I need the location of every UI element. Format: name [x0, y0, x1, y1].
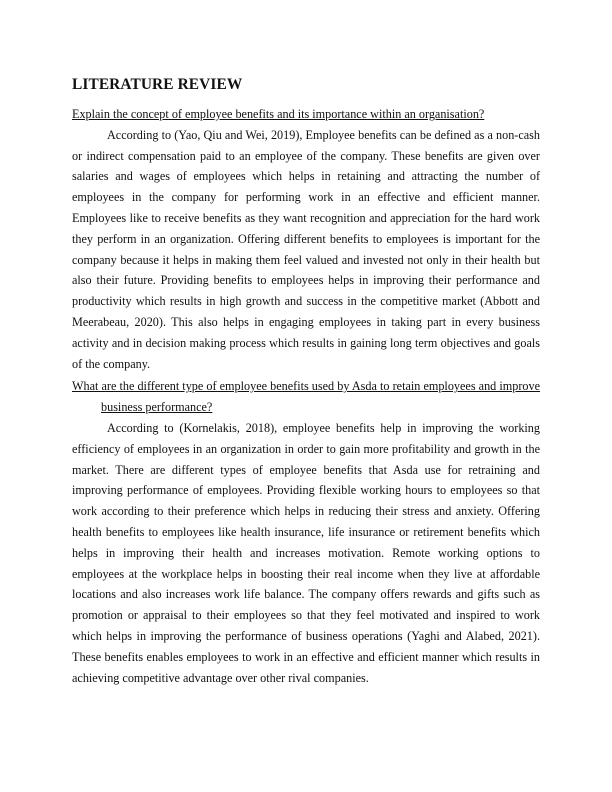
section-question-2: What are the different type of employee benefits used by Asda to retain employees and improve business performance?	[72, 379, 540, 415]
section-paragraph-1: According to (Yao, Qiu and Wei, 2019), Employee benefits can be defined as a non-cash or indirect compensation paid to an employee of the company. These benefits are given over salaries and wages of employees which helps in retaining and attracting the number of employees in the company for performing work in an effective and efficient manner. Employees like to receive benefits as they want recognition and appreciation for the hard work they perform in an organization. Offering different benefits to employees is important for the company because it helps in making them feel valued and invested not only in their health but also their future. Providing benefits to employees helps in improving their performance and productivity which results in high growth and success in the competitive market (Abbott and Meerabeau, 2020). This also helps in engaging employees in taking part in every business activity and in decision making process which results in gaining long term objectives and goals of the company.	[72, 127, 540, 371]
section-paragraph-2: According to (Kornelakis, 2018), employee benefits help in improving the working efficiency of employees in an organization in order to gain more profitability and growth in the market. There are different types of employee benefits that Asda use for retraining and improving performance of employees. Providing flexible working hours to employees so that work according to their preference which helps in reducing their stress and anxiety. Offering health benefits to employees like health insurance, life insurance or retirement benefits which helps in improving their health and increases motivation. Remote working options to employees at the workplace helps in boosting their real income when they live at affordable locations and also increases work life balance. The company offers rewards and gifts such as promotion or appraisal to their employees so that they feel motivated and inspired to work which helps in improving the performance of business operations (Yaghi and Alabed, 2021). These benefits enables employees to work in an effective and efficient manner which results in achieving competitive advantage over other rival companies.	[72, 420, 540, 685]
page-title: LITERATURE REVIEW	[72, 76, 243, 93]
page-content	[72, 76, 540, 688]
section-question-1: Explain the concept of employee benefits and its importance within an organisation?	[72, 107, 485, 121]
